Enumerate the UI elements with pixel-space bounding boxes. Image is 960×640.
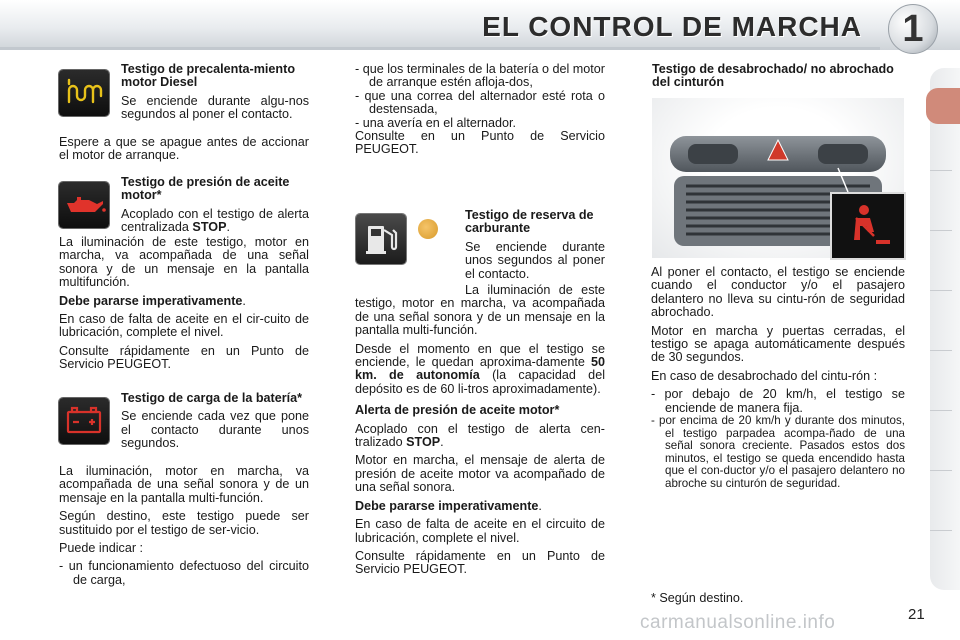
bateria-text-2: La iluminación, motor en marcha, va acompañada de una señal sonora y de un mensaje en la pantalla multi-función. <box>59 464 309 505</box>
oil-can-icon <box>59 182 109 228</box>
cinturon-list-item: - por debajo de 20 km/h, el testigo se enciende de manera fija. <box>651 387 905 415</box>
chapter-tab-active[interactable] <box>926 88 960 124</box>
page-title: EL CONTROL DE MARCHA <box>482 11 862 42</box>
cinturon-text-2: Motor en marcha y puertas cerradas, el testigo se apaga automáticamente después de 30 segundos. <box>651 323 905 365</box>
seatbelt-icon <box>830 192 906 260</box>
footnote-text: * Según destino. <box>651 591 744 605</box>
battery-icon <box>59 398 109 444</box>
presion-title: Testigo de presión de aceite motor* <box>121 175 290 203</box>
cinturon-list-item: - por encima de 20 km/h y durante dos minutos, el testigo parpadea acompa-ñado de una señal sonora creciente. Pasados estos dos minutos, el testigo se queda encendido hasta que el con-ductor y/o el pasajero delantero no abroche su cinturón de seguridad. <box>651 414 905 491</box>
list-item: - que una correa del alternador esté rota o destensada, <box>355 88 605 117</box>
tab-divider <box>930 170 952 171</box>
cinturon-body <box>651 266 905 491</box>
alerta-title: Alerta de presión de aceite motor* <box>355 403 560 418</box>
bateria-block <box>121 392 309 456</box>
bateria-list-item: - un funcionamiento defectuoso del circuito de carga, <box>59 559 309 587</box>
presion-text-2: La iluminación de este testigo, motor en marcha, va acompañada de una señal sonora y de un mensaje en la pantalla multifunción. <box>59 235 309 290</box>
tab-divider <box>930 470 952 471</box>
tab-divider <box>930 350 952 351</box>
reserva-text-2: La iluminación de este testigo, motor en marcha, va acompañada de una señal sonora y de un mensaje en la pantalla multi-función. <box>355 283 605 338</box>
list-item: - una avería en el alternador. <box>355 115 517 130</box>
reserva-title: Testigo de reserva de carburante <box>465 208 594 236</box>
cinturon-title: Testigo de desabrochado/ no abrochado del cinturón <box>652 62 894 90</box>
precalentamiento-note <box>59 136 309 168</box>
presion-text-4: En caso de falta de aceite en el cir-cuito de lubricación, complete el nivel. <box>59 312 309 340</box>
presion-body <box>59 236 309 377</box>
bateria-text-1: Se enciende cada vez que pone el contacto durante unos segundos. <box>121 409 309 451</box>
reserva-text-3: Desde el momento en que el testigo se enciende, le quedan aproxima-damente 50 km. de autonomía (la capacidad del depósito es de 60 li-tros aproximadamente). <box>355 341 605 396</box>
tab-divider <box>930 530 952 531</box>
fuel-pump-icon <box>356 214 406 264</box>
chapter-badge: 1 <box>888 4 938 54</box>
reserva-text-1: Se enciende durante unos segundos al poner el contacto. <box>465 239 605 281</box>
chapter-tab-strip <box>930 68 960 590</box>
alerta-text-4: En caso de falta de aceite en el circuito de lubricación, complete el nivel. <box>355 517 605 545</box>
cinturon-text-3: En caso de desabrochado del cintu-rón : <box>651 368 878 383</box>
presion-text-1: Acoplado con el testigo de alerta centralizada STOP. <box>121 206 309 235</box>
alerta-text-1: Acoplado con el testigo de alerta cen-tralizado STOP. <box>355 421 605 450</box>
watermark: carmanualsonline.info <box>640 612 836 633</box>
bateria-title: Testigo de carga de la batería* <box>121 391 303 405</box>
presion-warning: Debe pararse imperativamente. <box>59 293 246 308</box>
footnote <box>651 592 851 610</box>
cinturon-header <box>652 63 904 95</box>
tab-divider <box>930 290 952 291</box>
glow-plug-icon <box>59 70 109 116</box>
fuel-warning-lamp <box>418 219 438 239</box>
consulte-text: Consulte en un Punto de Servicio PEUGEOT. <box>355 129 605 157</box>
bateria-text-4: Puede indicar : <box>59 541 144 556</box>
tab-divider <box>930 410 952 411</box>
precalentamiento-wait-text: Espere a que se apague antes de accionar el motor de arranque. <box>59 135 309 163</box>
presion-text-5: Consulte rápidamente en un Punto de Servicio PEUGEOT. <box>59 343 309 372</box>
precalentamiento-text: Se enciende durante algu-nos segundos al poner el contacto. <box>121 93 309 122</box>
alerta-text-2: Motor en marcha, el mensaje de alerta de presión de aceite motor va acompañado de una señal sonora. <box>355 453 605 495</box>
bateria-body <box>59 465 309 587</box>
alerta-text-5: Consulte rápidamente en un Punto de Servicio PEUGEOT. <box>355 548 605 577</box>
presion-block <box>121 176 309 240</box>
page-number: 21 <box>908 606 925 623</box>
list-item: - que los terminales de la batería o del motor de arranque estén afloja-dos, <box>355 62 605 90</box>
cinturon-text-1: Al poner el contacto, el testigo se enciende cuando el conductor y/o el pasajero delantero no lleva su cintu-rón de seguridad abrochado. <box>651 265 905 320</box>
reserva-block <box>465 209 605 286</box>
reserva-body <box>355 284 605 582</box>
tab-divider <box>930 230 952 231</box>
header-rule <box>0 47 880 50</box>
alternador-list <box>355 63 605 162</box>
alerta-warning: Debe pararse imperativamente. <box>355 498 542 513</box>
bateria-text-3: Según destino, este testigo puede ser sustituido por el testigo de ser-vicio. <box>59 509 309 537</box>
precalentamiento-title: Testigo de precalenta-miento motor Diesel <box>121 62 296 90</box>
precalentamiento-block <box>121 63 309 127</box>
